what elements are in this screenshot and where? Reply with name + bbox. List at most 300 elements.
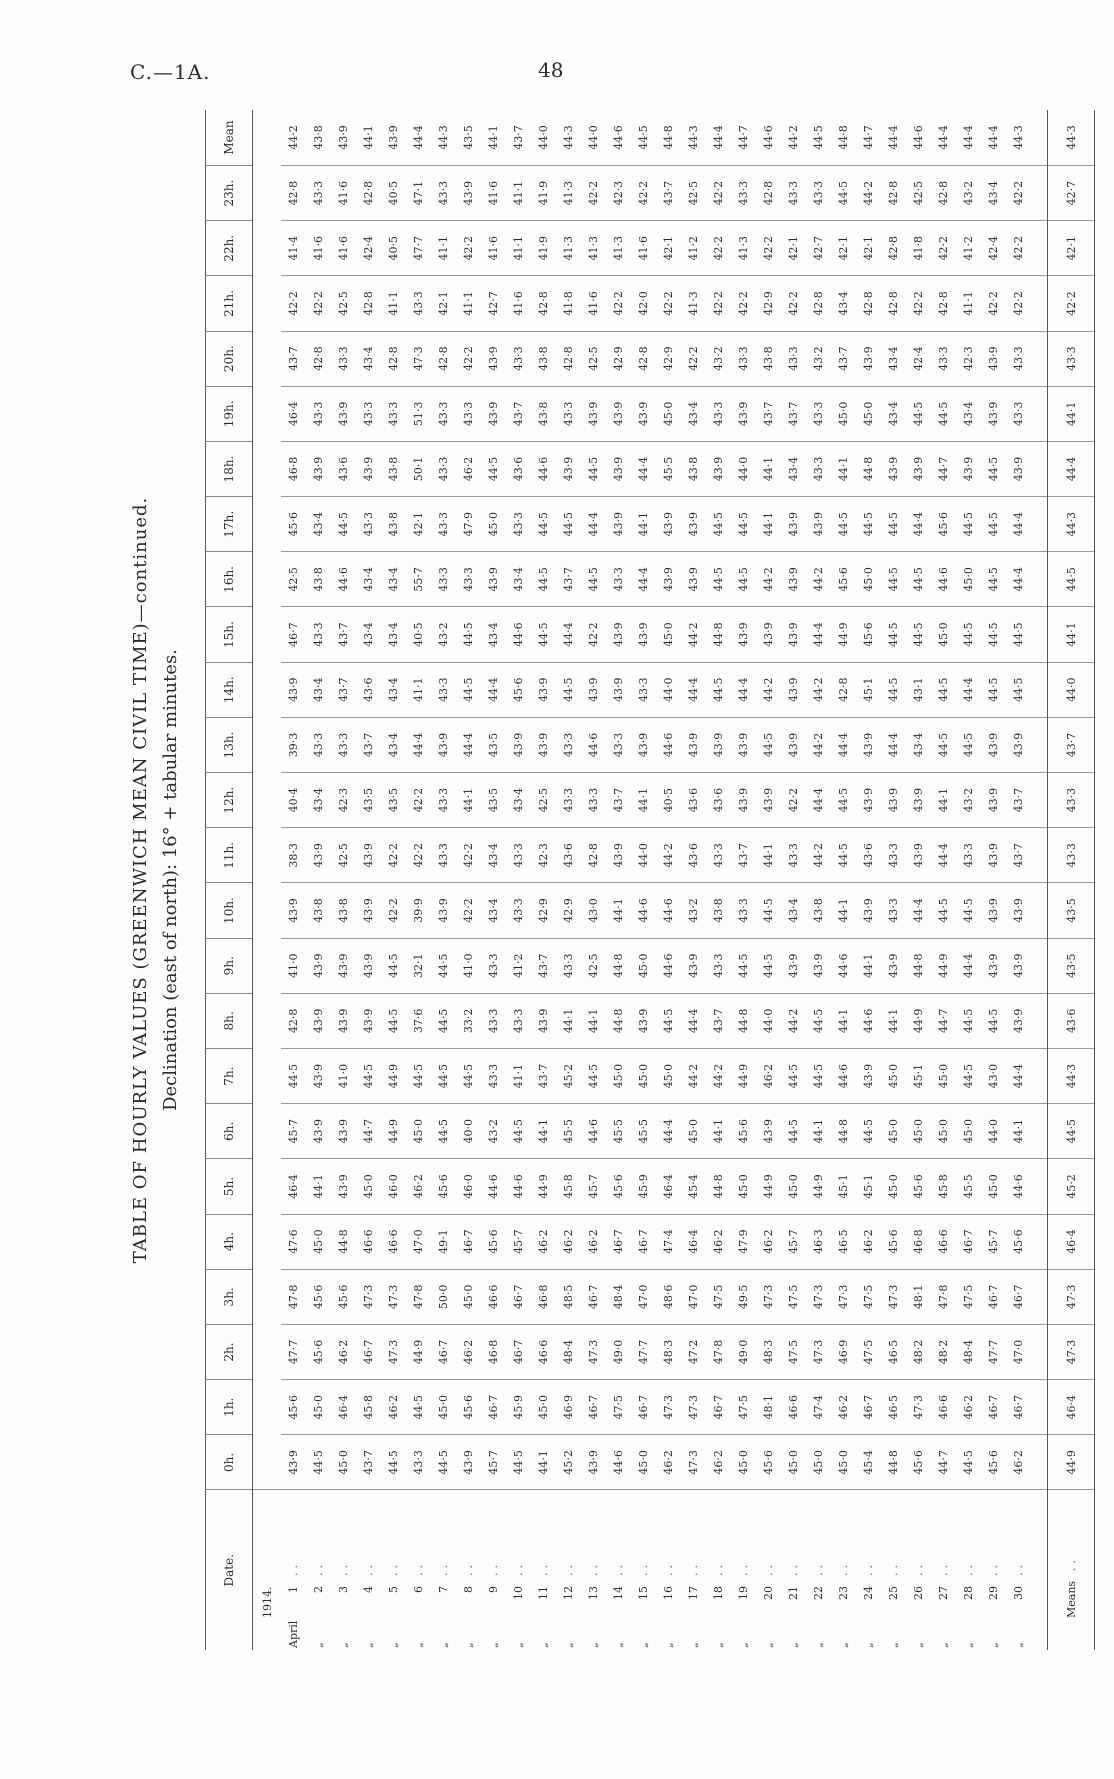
value-cell: 43·4 bbox=[881, 331, 906, 386]
value-cell: 43·4 bbox=[356, 607, 381, 662]
leader-dots: .. bbox=[937, 1561, 950, 1576]
leader-dots: .. bbox=[1012, 1561, 1025, 1576]
value-cell: 41·6 bbox=[331, 166, 356, 221]
value-cell: 44·4 bbox=[1006, 552, 1031, 607]
value-cell: 43·5 bbox=[356, 773, 381, 828]
value-cell: 43·9 bbox=[981, 938, 1006, 993]
value-cell: 42·2 bbox=[631, 166, 656, 221]
value-cell: 43·3 bbox=[706, 938, 731, 993]
value-cell: 47·8 bbox=[406, 1269, 431, 1324]
table-title: TABLE OF HOURLY VALUES (GREENWICH MEAN CIVIL TIME)—continued. bbox=[130, 496, 151, 1264]
value-cell: 40·5 bbox=[656, 773, 681, 828]
value-cell: 42·8 bbox=[356, 276, 381, 331]
value-cell: 42·2 bbox=[406, 828, 431, 883]
value-cell: 44·5 bbox=[931, 386, 956, 441]
value-cell: 45·4 bbox=[856, 1435, 881, 1490]
value-cell: 45·6 bbox=[506, 662, 531, 717]
row-month: „ bbox=[612, 1642, 625, 1648]
value-cell: 43·4 bbox=[506, 552, 531, 607]
value-cell: 42·8 bbox=[831, 662, 856, 717]
value-cell: 43·3 bbox=[606, 717, 631, 772]
value-cell: 44·8 bbox=[606, 938, 631, 993]
value-cell: 47·3 bbox=[681, 1380, 706, 1435]
value-cell: 43·7 bbox=[831, 331, 856, 386]
value-cell: 43·3 bbox=[781, 828, 806, 883]
value-cell: 44·5 bbox=[456, 1049, 481, 1104]
row-mean-cell: 44·7 bbox=[856, 110, 881, 166]
value-cell: 43·9 bbox=[881, 938, 906, 993]
row-date bbox=[481, 1490, 506, 1650]
value-cell: 45·0 bbox=[656, 1049, 681, 1104]
column-header-19: 18h. bbox=[206, 441, 253, 496]
value-cell: 43·3 bbox=[381, 386, 406, 441]
row-mean-cell: 43·9 bbox=[381, 110, 406, 166]
value-cell: 43·4 bbox=[381, 717, 406, 772]
table-row bbox=[631, 110, 656, 1650]
leader-dots: .. bbox=[712, 1561, 725, 1576]
value-cell: 44·9 bbox=[406, 1324, 431, 1379]
value-cell: 48·3 bbox=[756, 1324, 781, 1379]
value-cell: 44·5 bbox=[956, 1049, 981, 1104]
spacer-row bbox=[1031, 110, 1048, 1650]
row-mean-cell: 44·0 bbox=[581, 110, 606, 166]
value-cell: 45·1 bbox=[856, 1159, 881, 1214]
value-cell: 47·7 bbox=[281, 1324, 306, 1379]
value-cell: 44·6 bbox=[831, 938, 856, 993]
row-month: „ bbox=[887, 1642, 900, 1648]
row-date bbox=[1006, 1490, 1031, 1650]
value-cell: 43·9 bbox=[331, 1104, 356, 1159]
value-cell: 43·4 bbox=[481, 607, 506, 662]
value-cell: 43·9 bbox=[1006, 993, 1031, 1048]
value-cell: 47·3 bbox=[381, 1324, 406, 1379]
value-cell: 43·3 bbox=[306, 607, 331, 662]
value-cell: 41·1 bbox=[431, 221, 456, 276]
value-cell: 43·7 bbox=[1006, 773, 1031, 828]
value-cell: 47·3 bbox=[831, 1269, 856, 1324]
value-cell: 48·1 bbox=[756, 1380, 781, 1435]
table-row bbox=[731, 110, 756, 1650]
value-cell: 44·5 bbox=[831, 773, 856, 828]
value-cell: 43·9 bbox=[531, 993, 556, 1048]
value-cell: 43·3 bbox=[306, 386, 331, 441]
value-cell: 42·2 bbox=[606, 276, 631, 331]
value-cell: 44·5 bbox=[656, 993, 681, 1048]
row-mean-cell: 44·4 bbox=[881, 110, 906, 166]
row-day: 22 bbox=[812, 1586, 825, 1600]
value-cell: 42·8 bbox=[581, 828, 606, 883]
value-cell: 43·9 bbox=[631, 607, 656, 662]
value-cell: 44·1 bbox=[806, 1104, 831, 1159]
value-cell: 40·5 bbox=[381, 166, 406, 221]
table-row bbox=[381, 110, 406, 1650]
document-code: C.—1A. bbox=[130, 60, 211, 84]
value-cell: 45·0 bbox=[881, 1159, 906, 1214]
row-day: 20 bbox=[762, 1586, 775, 1600]
row-month: „ bbox=[1012, 1642, 1025, 1648]
value-cell: 42·2 bbox=[731, 276, 756, 331]
value-cell: 44·4 bbox=[406, 717, 431, 772]
row-day: 13 bbox=[587, 1586, 600, 1600]
column-header-date: Date. bbox=[206, 1490, 253, 1650]
value-cell: 44·5 bbox=[431, 1049, 456, 1104]
value-cell: 46·7 bbox=[606, 1214, 631, 1269]
table-row bbox=[906, 110, 931, 1650]
row-month: „ bbox=[862, 1642, 875, 1648]
row-date bbox=[431, 1490, 456, 1650]
value-cell: 46·7 bbox=[981, 1269, 1006, 1324]
value-cell: 45·6 bbox=[306, 1324, 331, 1379]
leader-dots: .. bbox=[412, 1561, 425, 1576]
column-header-1: 0h. bbox=[206, 1435, 253, 1490]
value-cell: 47·0 bbox=[681, 1269, 706, 1324]
value-cell: 44·6 bbox=[506, 607, 531, 662]
value-cell: 47·1 bbox=[406, 166, 431, 221]
row-mean-cell: 43·8 bbox=[306, 110, 331, 166]
value-cell: 42·9 bbox=[531, 883, 556, 938]
value-cell: 43·3 bbox=[556, 386, 581, 441]
value-cell: 44·1 bbox=[831, 993, 856, 1048]
value-cell: 43·9 bbox=[456, 166, 481, 221]
value-cell: 44·5 bbox=[306, 1435, 331, 1490]
value-cell: 42·8 bbox=[931, 276, 956, 331]
table-row bbox=[881, 110, 906, 1650]
table-row bbox=[806, 110, 831, 1650]
value-cell: 46·2 bbox=[331, 1324, 356, 1379]
value-cell: 46·7 bbox=[581, 1269, 606, 1324]
value-cell: 43·4 bbox=[306, 662, 331, 717]
value-cell: 44·4 bbox=[881, 717, 906, 772]
value-cell: 46·7 bbox=[981, 1380, 1006, 1435]
value-cell: 43·9 bbox=[681, 497, 706, 552]
row-month: „ bbox=[562, 1642, 575, 1648]
value-cell: 44·1 bbox=[856, 938, 881, 993]
value-cell: 43·7 bbox=[331, 662, 356, 717]
column-header-3: 2h. bbox=[206, 1324, 253, 1379]
value-cell: 43·3 bbox=[556, 717, 581, 772]
value-cell: 44·6 bbox=[606, 1435, 631, 1490]
value-cell: 42·8 bbox=[281, 166, 306, 221]
value-cell: 40·0 bbox=[456, 1104, 481, 1159]
value-cell: 45·6 bbox=[1006, 1214, 1031, 1269]
value-cell: 46·7 bbox=[506, 1269, 531, 1324]
leader-dots: .. bbox=[962, 1561, 975, 1576]
value-cell: 45·0 bbox=[656, 386, 681, 441]
value-cell: 43·3 bbox=[956, 828, 981, 883]
row-day: 21 bbox=[787, 1586, 800, 1600]
value-cell: 44·1 bbox=[831, 441, 856, 496]
row-month: April bbox=[287, 1620, 300, 1648]
leader-dots: .. bbox=[637, 1561, 650, 1576]
value-cell: 43·9 bbox=[306, 1104, 331, 1159]
row-day: 5 bbox=[387, 1586, 400, 1593]
value-cell: 39·3 bbox=[281, 717, 306, 772]
value-cell: 43·7 bbox=[531, 938, 556, 993]
value-cell: 46·2 bbox=[556, 1214, 581, 1269]
row-mean-cell: 44·4 bbox=[931, 110, 956, 166]
value-cell: 44·2 bbox=[681, 607, 706, 662]
column-header-21: 20h. bbox=[206, 331, 253, 386]
value-cell: 41·6 bbox=[331, 221, 356, 276]
value-cell: 44·4 bbox=[906, 497, 931, 552]
value-cell: 46·9 bbox=[556, 1380, 581, 1435]
value-cell: 43·9 bbox=[656, 552, 681, 607]
table-row bbox=[756, 110, 781, 1650]
leader-dots: .. bbox=[562, 1561, 575, 1576]
value-cell: 45·6 bbox=[856, 607, 881, 662]
value-cell: 32·1 bbox=[406, 938, 431, 993]
value-cell: 45·0 bbox=[906, 1104, 931, 1159]
value-cell: 46·7 bbox=[431, 1324, 456, 1379]
value-cell: 42·9 bbox=[656, 331, 681, 386]
value-cell: 44·1 bbox=[756, 828, 781, 883]
value-cell: 44·5 bbox=[581, 552, 606, 607]
value-cell: 44·6 bbox=[331, 552, 356, 607]
value-cell: 43·9 bbox=[356, 441, 381, 496]
value-cell: 43·4 bbox=[506, 773, 531, 828]
year-row bbox=[253, 110, 282, 1650]
column-header-22: 21h. bbox=[206, 276, 253, 331]
value-cell: 44·5 bbox=[831, 497, 856, 552]
row-day: 16 bbox=[662, 1586, 675, 1600]
value-cell: 43·4 bbox=[481, 883, 506, 938]
value-cell: 48·4 bbox=[956, 1324, 981, 1379]
value-cell: 42·2 bbox=[381, 828, 406, 883]
value-cell: 44·5 bbox=[931, 883, 956, 938]
row-mean-cell: 43·9 bbox=[331, 110, 356, 166]
value-cell: 46·9 bbox=[831, 1324, 856, 1379]
value-cell: 43·6 bbox=[681, 828, 706, 883]
value-cell: 41·6 bbox=[581, 276, 606, 331]
value-cell: 46·7 bbox=[506, 1324, 531, 1379]
column-header-14: 13h. bbox=[206, 717, 253, 772]
value-cell: 46·2 bbox=[856, 1214, 881, 1269]
value-cell: 44·5 bbox=[331, 497, 356, 552]
row-day: 25 bbox=[887, 1586, 900, 1600]
value-cell: 46·7 bbox=[1006, 1269, 1031, 1324]
value-cell: 46·8 bbox=[531, 1269, 556, 1324]
leader-dots: .. bbox=[337, 1561, 350, 1576]
value-cell: 42·8 bbox=[756, 166, 781, 221]
value-cell: 48·3 bbox=[656, 1324, 681, 1379]
value-cell: 46·7 bbox=[631, 1214, 656, 1269]
value-cell: 41·1 bbox=[506, 221, 531, 276]
row-mean-cell: 44·3 bbox=[556, 110, 581, 166]
value-cell: 44·1 bbox=[881, 993, 906, 1048]
value-cell: 43·9 bbox=[681, 717, 706, 772]
value-cell: 43·9 bbox=[781, 717, 806, 772]
means-value-cell: 44·4 bbox=[1048, 441, 1095, 496]
table-row bbox=[1006, 110, 1031, 1650]
value-cell: 44·5 bbox=[731, 938, 756, 993]
value-cell: 47·3 bbox=[756, 1269, 781, 1324]
row-mean-cell: 44·5 bbox=[631, 110, 656, 166]
means-value-cell: 44·5 bbox=[1048, 552, 1095, 607]
value-cell: 44·9 bbox=[931, 938, 956, 993]
leader-dots: .. bbox=[612, 1561, 625, 1576]
value-cell: 43·6 bbox=[681, 773, 706, 828]
means-value-cell: 43·3 bbox=[1048, 773, 1095, 828]
row-month: „ bbox=[462, 1642, 475, 1648]
value-cell: 42·2 bbox=[931, 221, 956, 276]
value-cell: 43·6 bbox=[556, 828, 581, 883]
value-cell: 45·1 bbox=[831, 1159, 856, 1214]
value-cell: 42·2 bbox=[656, 276, 681, 331]
value-cell: 44·5 bbox=[781, 1104, 806, 1159]
value-cell: 43·3 bbox=[481, 938, 506, 993]
value-cell: 44·8 bbox=[606, 993, 631, 1048]
value-cell: 45·8 bbox=[556, 1159, 581, 1214]
value-cell: 44·4 bbox=[631, 441, 656, 496]
value-cell: 44·5 bbox=[556, 662, 581, 717]
value-cell: 44·8 bbox=[831, 1104, 856, 1159]
value-cell: 44·5 bbox=[806, 1049, 831, 1104]
value-cell: 45·0 bbox=[731, 1435, 756, 1490]
value-cell: 43·3 bbox=[631, 662, 656, 717]
value-cell: 44·4 bbox=[806, 773, 831, 828]
value-cell: 42·2 bbox=[456, 221, 481, 276]
value-cell: 44·5 bbox=[356, 1049, 381, 1104]
value-cell: 45·0 bbox=[681, 1104, 706, 1159]
table-header-row bbox=[206, 110, 253, 1650]
column-header-6: 5h. bbox=[206, 1159, 253, 1214]
row-day: 6 bbox=[412, 1586, 425, 1593]
value-cell: 44·5 bbox=[706, 497, 731, 552]
value-cell: 43·9 bbox=[531, 662, 556, 717]
value-cell: 44·5 bbox=[456, 662, 481, 717]
leader-dots: .. bbox=[912, 1561, 925, 1576]
row-mean-cell: 44·0 bbox=[531, 110, 556, 166]
value-cell: 45·0 bbox=[931, 607, 956, 662]
value-cell: 44·7 bbox=[356, 1104, 381, 1159]
value-cell: 43·0 bbox=[981, 1049, 1006, 1104]
value-cell: 43·3 bbox=[1006, 386, 1031, 441]
table-row bbox=[456, 110, 481, 1650]
value-cell: 44·1 bbox=[606, 883, 631, 938]
row-date bbox=[831, 1490, 856, 1650]
value-cell: 44·5 bbox=[981, 607, 1006, 662]
row-mean-cell: 44·1 bbox=[356, 110, 381, 166]
value-cell: 42·2 bbox=[581, 607, 606, 662]
value-cell: 42·2 bbox=[281, 276, 306, 331]
value-cell: 44·5 bbox=[906, 607, 931, 662]
row-month: „ bbox=[837, 1642, 850, 1648]
row-mean-cell: 44·5 bbox=[806, 110, 831, 166]
value-cell: 48·6 bbox=[656, 1269, 681, 1324]
value-cell: 44·9 bbox=[381, 1104, 406, 1159]
value-cell: 44·5 bbox=[881, 662, 906, 717]
value-cell: 44·4 bbox=[481, 662, 506, 717]
value-cell: 46·2 bbox=[456, 1324, 481, 1379]
value-cell: 43·9 bbox=[356, 883, 381, 938]
value-cell: 43·3 bbox=[506, 497, 531, 552]
value-cell: 46·0 bbox=[456, 1159, 481, 1214]
value-cell: 47·3 bbox=[581, 1324, 606, 1379]
value-cell: 43·3 bbox=[1006, 331, 1031, 386]
row-date bbox=[781, 1490, 806, 1650]
value-cell: 40·5 bbox=[406, 607, 431, 662]
value-cell: 43·4 bbox=[906, 717, 931, 772]
row-day: 28 bbox=[962, 1586, 975, 1600]
value-cell: 41·2 bbox=[956, 221, 981, 276]
row-day: 2 bbox=[312, 1586, 325, 1593]
value-cell: 43·3 bbox=[331, 331, 356, 386]
value-cell: 46·8 bbox=[906, 1214, 931, 1269]
value-cell: 41·1 bbox=[506, 166, 531, 221]
leader-dots: .. bbox=[662, 1561, 675, 1576]
value-cell: 47·3 bbox=[356, 1269, 381, 1324]
value-cell: 43·9 bbox=[706, 717, 731, 772]
means-value-cell: 43·7 bbox=[1048, 717, 1095, 772]
value-cell: 43·9 bbox=[306, 1049, 331, 1104]
value-cell: 47·4 bbox=[806, 1380, 831, 1435]
value-cell: 46·2 bbox=[656, 1435, 681, 1490]
value-cell: 45·6 bbox=[981, 1435, 1006, 1490]
value-cell: 41·3 bbox=[606, 221, 631, 276]
value-cell: 44·4 bbox=[556, 607, 581, 662]
table-row bbox=[481, 110, 506, 1650]
value-cell: 41·6 bbox=[481, 166, 506, 221]
value-cell: 48·1 bbox=[906, 1269, 931, 1324]
value-cell: 44·6 bbox=[931, 552, 956, 607]
table-row bbox=[606, 110, 631, 1650]
value-cell: 43·5 bbox=[381, 773, 406, 828]
value-cell: 44·2 bbox=[656, 828, 681, 883]
row-mean-cell: 43·7 bbox=[506, 110, 531, 166]
value-cell: 46·7 bbox=[356, 1324, 381, 1379]
value-cell: 43·9 bbox=[781, 607, 806, 662]
value-cell: 45·8 bbox=[931, 1159, 956, 1214]
value-cell: 43·9 bbox=[1006, 717, 1031, 772]
value-cell: 42·2 bbox=[681, 331, 706, 386]
value-cell: 42·3 bbox=[956, 331, 981, 386]
value-cell: 43·9 bbox=[581, 662, 606, 717]
leader-dots: .. bbox=[437, 1561, 450, 1576]
value-cell: 45·7 bbox=[781, 1214, 806, 1269]
value-cell: 43·7 bbox=[331, 607, 356, 662]
value-cell: 43·2 bbox=[481, 1104, 506, 1159]
value-cell: 41·1 bbox=[506, 1049, 531, 1104]
value-cell: 43·9 bbox=[506, 717, 531, 772]
value-cell: 42·2 bbox=[381, 883, 406, 938]
value-cell: 45·2 bbox=[556, 1049, 581, 1104]
value-cell: 46·7 bbox=[956, 1214, 981, 1269]
table-row bbox=[281, 110, 306, 1650]
value-cell: 43·2 bbox=[431, 607, 456, 662]
value-cell: 43·5 bbox=[481, 717, 506, 772]
value-cell: 42·0 bbox=[631, 276, 656, 331]
row-date bbox=[331, 1490, 356, 1650]
means-value-cell: 47·3 bbox=[1048, 1269, 1095, 1324]
leader-dots: .. bbox=[537, 1561, 550, 1576]
value-cell: 43·7 bbox=[756, 386, 781, 441]
value-cell: 44·5 bbox=[1006, 607, 1031, 662]
value-cell: 42·3 bbox=[531, 828, 556, 883]
value-cell: 45·5 bbox=[956, 1159, 981, 1214]
means-label: Means bbox=[1064, 1580, 1078, 1618]
value-cell: 46·2 bbox=[706, 1435, 731, 1490]
value-cell: 43·8 bbox=[381, 441, 406, 496]
row-mean-cell: 44·2 bbox=[281, 110, 306, 166]
value-cell: 43·8 bbox=[331, 883, 356, 938]
value-cell: 50·1 bbox=[406, 441, 431, 496]
value-cell: 45·0 bbox=[781, 1435, 806, 1490]
value-cell: 45·5 bbox=[631, 1104, 656, 1159]
value-cell: 44·5 bbox=[431, 993, 456, 1048]
value-cell: 44·0 bbox=[981, 1104, 1006, 1159]
means-value-cell: 44·3 bbox=[1048, 1049, 1095, 1104]
column-header-8: 7h. bbox=[206, 1049, 253, 1104]
